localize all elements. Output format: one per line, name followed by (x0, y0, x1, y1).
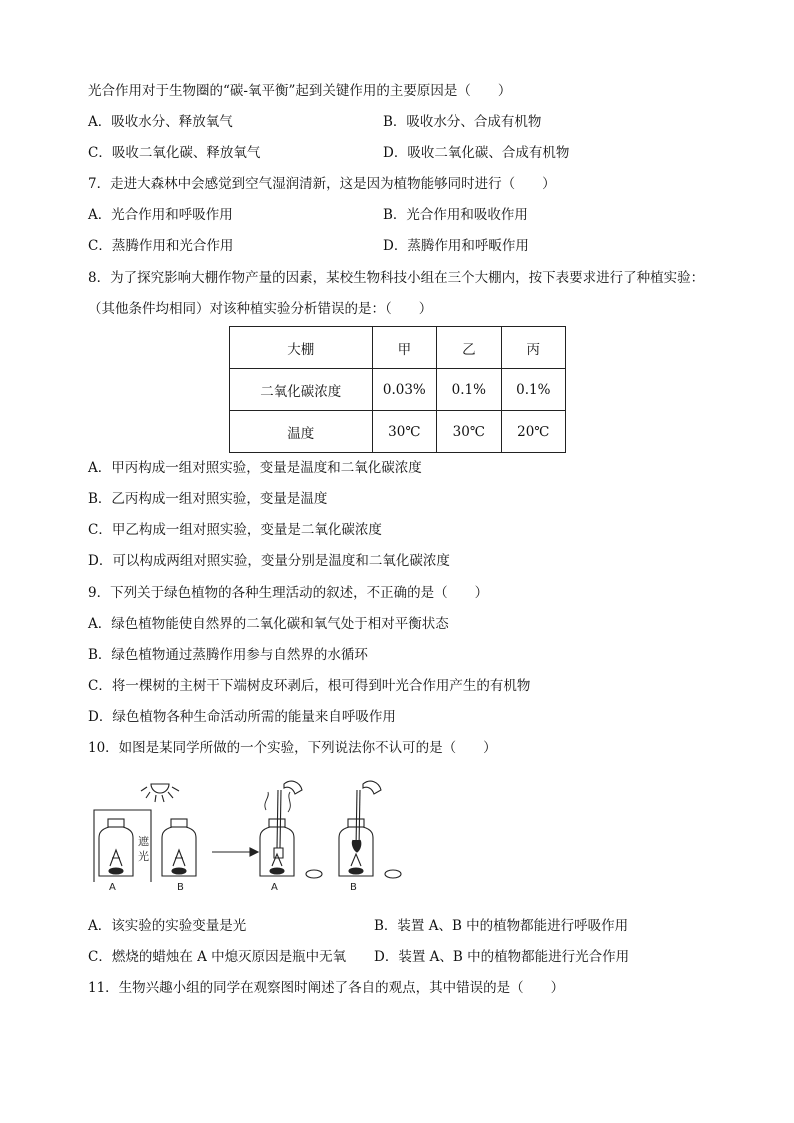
q10-option-d: D．装置 A、B 中的植物都能进行光合作用 (374, 949, 630, 965)
experiment-table (229, 326, 566, 453)
q7-option-b: B．光合作用和吸收作用 (383, 207, 528, 223)
q11-stem: 11．生物兴趣小组的同学在观察图时阐述了各自的观点，其中错误的是（ ） (88, 980, 565, 996)
jar-b-candle-test (339, 781, 381, 876)
q7-option-c: C．蒸腾作用和光合作用 (88, 238, 234, 254)
q9-option-c: C．将一棵树的主树干下端树皮环剥后，根可得到叶光合作用产生的有机物 (88, 678, 531, 694)
table-cell: 二氧化碳浓度 (230, 369, 373, 411)
lid-b (385, 870, 401, 878)
jar-b-label: B (177, 882, 184, 893)
q6-option-b: B．吸收水分、合成有机物 (383, 114, 542, 130)
table-header-cell: 丙 (501, 327, 565, 369)
q8-option-a: A．甲丙构成一组对照实验，变量是温度和二氧化碳浓度 (88, 460, 422, 476)
table-cell: 30℃ (372, 411, 437, 453)
q6-option-c: C．吸收二氧化碳、释放氧气 (88, 145, 261, 161)
experiment-figure (88, 770, 418, 900)
shade-label-char1: 遮 (138, 835, 149, 848)
table-cell: 0.03% (372, 369, 437, 411)
jar-a-candle-test (260, 781, 302, 876)
q6-stem: 光合作用对于生物圈的“碳-氧平衡”起到关键作用的主要原因是（ ） (88, 83, 512, 99)
q6-option-d: D．吸收二氧化碳、合成有机物 (383, 145, 570, 161)
q9-option-d: D．绿色植物各种生命活动所需的能量来自呼吸作用 (88, 709, 396, 725)
jar-b-light (162, 819, 196, 876)
q10-stem: 10．如图是某同学所做的一个实验，下列说法你不认可的是（ ） (88, 740, 497, 756)
sun-icon (141, 784, 179, 802)
lid-a (306, 870, 322, 878)
q7-option-a: A．光合作用和呼吸作用 (88, 207, 233, 223)
jar-b2-label: B (350, 882, 357, 893)
q8-option-c: C．甲乙构成一组对照实验，变量是二氧化碳浓度 (88, 522, 382, 538)
q8-stem-line1: 8．为了探究影响大棚作物产量的因素，某校生物科技小组在三个大棚内，按下表要求进行了种植实验： (88, 270, 705, 286)
q8-option-b: B．乙丙构成一组对照实验，变量是温度 (88, 491, 328, 507)
table-header-cell: 乙 (437, 327, 501, 369)
q7-option-d: D．蒸腾作用和呼畈作用 (383, 238, 529, 254)
q10-option-c: C．燃烧的蜡烛在 A 中熄灭原因是瓶中无氧 (88, 949, 347, 965)
table-cell: 0.1% (437, 369, 501, 411)
table-cell: 30℃ (437, 411, 501, 453)
table-cell: 温度 (230, 411, 373, 453)
q9-stem: 9．下列关于绿色植物的各种生理活动的叙述，不正确的是（ ） (88, 585, 489, 601)
arrow-right-icon (212, 848, 258, 856)
q7-stem: 7．走进大森林中会感觉到空气湿润清新，这是因为植物能够同时进行（ ） (88, 176, 556, 192)
jar-a-label: A (109, 882, 116, 893)
q8-stem-line2: （其他条件均相同）对该种植实验分析错误的是：（ ） (88, 301, 433, 317)
q10-option-b: B．装置 A、B 中的植物都能进行呼吸作用 (374, 918, 629, 934)
table-header-cell: 甲 (372, 327, 437, 369)
table-cell: 20℃ (501, 411, 565, 453)
table-row (230, 411, 566, 453)
q9-option-b: B．绿色植物通过蒸腾作用参与自然界的水循环 (88, 647, 368, 663)
table-row (230, 369, 566, 411)
table-header-row (230, 327, 566, 369)
shade-label-char2: 光 (138, 850, 149, 863)
q9-option-a: A．绿色植物能使自然界的二氧化碳和氧气处于相对平衡状态 (88, 616, 449, 632)
q6-option-a: A．吸收水分、释放氧气 (88, 114, 233, 130)
table-cell: 0.1% (501, 369, 565, 411)
jar-a-shaded (99, 819, 133, 876)
q8-option-d: D．可以构成两组对照实验，变量分别是温度和二氧化碳浓度 (88, 553, 450, 569)
q10-option-a: A．该实验的实验变量是光 (88, 918, 247, 934)
jar-a2-label: A (271, 882, 278, 893)
table-header-cell: 大棚 (230, 327, 373, 369)
